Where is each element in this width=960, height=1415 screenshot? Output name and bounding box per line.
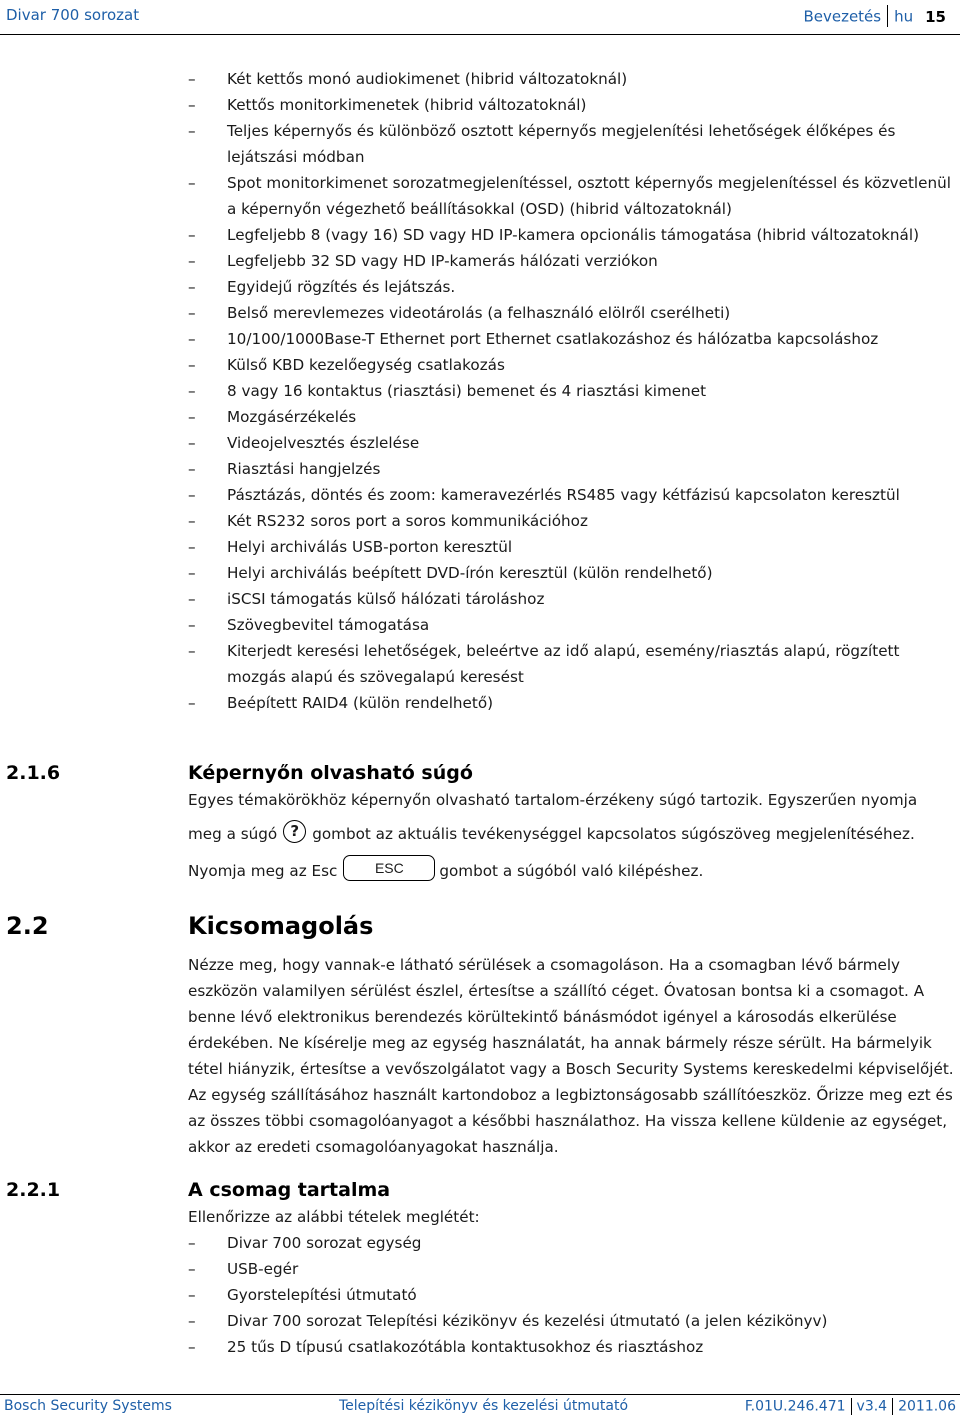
feature-item-text: Külső KBD kezelőegység csatlakozás (227, 356, 505, 374)
feature-item-text: Pásztázás, döntés és zoom: kameravezérlés RS485 vagy kétfázisú kapcsolaton keresztül (227, 486, 900, 504)
bullet-dash: – (188, 460, 196, 478)
section-number-2-1-6: 2.1.6 (6, 762, 61, 784)
package-item (188, 1334, 958, 1360)
feature-item (188, 92, 958, 118)
unpacking-body: Nézze meg, hogy vannak-e látható sérülések a csomagoláson. Ha a csomagban lévő bármely eszközön valamilyen sérülést észlel, értesítse a szállító céget. Óvatosan bontsa ki a csomagot. A benne lévő elektronikus berendezés körültekintő bánásmódot igényel a károsodás elkerülése érdekében. Ne kísérelje meg az egység használatát, ha annak bármely része sérült. Ha bármelyik tétel hiányzik, értesítse a vevőszolgálatot vagy a Bosch Security Systems kereskedelmi képviselőjét. Az egység szállításához használt kartondoboz a legbiztonságosabb szállítóeszköz. Őrizze meg ezt és az összes többi csomagolóanyagot a későbbi használathoz. Ha vissza kellene küldenie az egységet, akkor az eredeti csomagolóanyagokat használja. (188, 956, 954, 1156)
feature-item (188, 534, 958, 560)
feature-item (188, 560, 958, 586)
feature-item (188, 404, 958, 430)
feature-item (188, 326, 958, 352)
feature-item (188, 352, 958, 378)
feature-item-text: Két RS232 soros port a soros kommunikációhoz (227, 512, 588, 530)
feature-item-text: Kiterjedt keresési lehetőségek, beleértve az idő alapú, esemény/riasztás alapú, rögzített mozgás alapú és szövegalapú keresést (227, 642, 900, 686)
feature-item-text: Legfeljebb 8 (vagy 16) SD vagy HD IP-kamera opcionális támogatása (hibrid változatoknál) (227, 226, 920, 244)
bullet-dash: – (188, 1234, 196, 1252)
feature-item (188, 638, 958, 690)
help-line-2-after: gombot az aktuális tevékenységgel kapcsolatos súgószöveg megjelenítéséhez. (312, 825, 915, 843)
feature-item-text: Egyidejű rögzítés és lejátszás. (227, 278, 456, 296)
feature-item (188, 586, 958, 612)
section-title-package-contents: A csomag tartalma (188, 1179, 391, 1201)
bullet-dash: – (188, 1286, 196, 1304)
package-intro-text: Ellenőrizze az alábbi tételek meglétét: (188, 1208, 480, 1226)
footer-version: v3.4 (856, 1398, 888, 1415)
bullet-dash: – (188, 226, 196, 244)
package-contents-list (188, 1230, 958, 1360)
help-button-icon: ? (283, 820, 306, 843)
feature-item (188, 482, 958, 508)
section-title-unpacking: Kicsomagolás (188, 912, 374, 940)
bullet-dash: – (188, 694, 196, 712)
package-item (188, 1282, 958, 1308)
help-paragraph (188, 787, 958, 887)
page-footer (0, 1394, 960, 1415)
package-intro (188, 1204, 958, 1230)
feature-item (188, 612, 958, 638)
footer-date: 2011.06 (898, 1398, 956, 1415)
feature-list (188, 66, 958, 716)
bullet-dash: – (188, 70, 196, 88)
bullet-dash: – (188, 642, 196, 660)
feature-item-text: Belső merevlemezes videotárolás (a felhasználó elölről cserélheti) (227, 304, 731, 322)
feature-item-text: 8 vagy 16 kontaktus (riasztási) bemenet és 4 riasztási kimenet (227, 382, 707, 400)
package-item-text: USB-egér (227, 1260, 299, 1278)
feature-item (188, 248, 958, 274)
footer-separator (892, 1398, 893, 1415)
bullet-dash: – (188, 356, 196, 374)
bullet-dash: – (188, 304, 196, 322)
section-number-2-2-1: 2.2.1 (6, 1179, 61, 1201)
package-item (188, 1256, 958, 1282)
bullet-dash: – (188, 616, 196, 634)
feature-item-text: Videojelvesztés észlelése (227, 434, 420, 452)
package-item-text: Divar 700 sorozat Telepítési kézikönyv és kezelési útmutató (a jelen kézikönyv) (227, 1312, 828, 1330)
section-number-2-2: 2.2 (6, 912, 49, 940)
footer-doc-code: F.01U.246.471 (744, 1398, 846, 1415)
feature-item-text: Spot monitorkimenet sorozatmegjelenítéssel, osztott képernyős megjelenítéssel és közvetlenül a képernyőn végezhető beállításokkal (OSD) (hibrid változatoknál) (227, 174, 951, 218)
feature-item (188, 508, 958, 534)
bullet-dash: – (188, 122, 196, 140)
header-separator (887, 5, 888, 27)
bullet-dash: – (188, 512, 196, 530)
feature-item (188, 456, 958, 482)
feature-item (188, 222, 958, 248)
bullet-dash: – (188, 174, 196, 192)
page-number: 15 (925, 7, 946, 26)
feature-item-text: Kettős monitorkimenetek (hibrid változatoknál) (227, 96, 587, 114)
bullet-dash: – (188, 330, 196, 348)
bullet-dash: – (188, 590, 196, 608)
feature-item-text: iSCSI támogatás külső hálózati tároláshoz (227, 590, 545, 608)
feature-item (188, 378, 958, 404)
package-item-text: Gyorstelepítési útmutató (227, 1286, 417, 1304)
esc-key-icon: ESC (343, 855, 435, 881)
footer-company: Bosch Security Systems (4, 1398, 172, 1414)
bullet-dash: – (188, 252, 196, 270)
bullet-dash: – (188, 434, 196, 452)
help-line-2 (188, 819, 958, 849)
feature-item-text: Legfeljebb 32 SD vagy HD IP-kamerás hálózati verziókon (227, 252, 658, 270)
feature-item-text: Beépített RAID4 (külön rendelhető) (227, 694, 494, 712)
bullet-dash: – (188, 382, 196, 400)
feature-item (188, 690, 958, 716)
bullet-dash: – (188, 538, 196, 556)
bullet-dash: – (188, 564, 196, 582)
package-item (188, 1308, 958, 1334)
feature-item (188, 118, 958, 170)
feature-item (188, 300, 958, 326)
feature-item (188, 274, 958, 300)
footer-separator (851, 1398, 852, 1415)
package-item-text: Divar 700 sorozat egység (227, 1234, 422, 1252)
bullet-dash: – (188, 486, 196, 504)
feature-item-text: Teljes képernyős és különböző osztott képernyős megjelenítési lehetőségek élőképes és lejátszási módban (227, 122, 896, 166)
help-line-3-before: Nyomja meg az Esc (188, 862, 338, 880)
package-item-text: 25 tűs D típusú csatlakozótábla kontaktusokhoz és riasztáshoz (227, 1338, 704, 1356)
feature-item (188, 66, 958, 92)
bullet-dash: – (188, 1260, 196, 1278)
page-header (0, 0, 960, 35)
package-item (188, 1230, 958, 1256)
feature-item-text: Helyi archiválás USB-porton keresztül (227, 538, 513, 556)
help-line-3-after: gombot a súgóból való kilépéshez. (439, 862, 704, 880)
feature-item-text: Helyi archiválás beépített DVD-írón keresztül (külön rendelhető) (227, 564, 713, 582)
bullet-dash: – (188, 278, 196, 296)
bullet-dash: – (188, 408, 196, 426)
feature-item-text: Riasztási hangjelzés (227, 460, 381, 478)
feature-item (188, 170, 958, 222)
help-line-1: Egyes témakörökhöz képernyőn olvasható tartalom-érzékeny súgó tartozik. Egyszerűen nyomja (188, 791, 918, 809)
feature-item-text: Mozgásérzékelés (227, 408, 357, 426)
help-line-3 (188, 855, 958, 887)
header-doc-title: Divar 700 sorozat (6, 6, 140, 24)
help-line-2-before: meg a súgó (188, 825, 278, 843)
header-lang: hu (894, 7, 914, 26)
header-right (803, 6, 946, 28)
header-section: Bevezetés (803, 7, 882, 26)
feature-item-text: Két kettős monó audiokimenet (hibrid változatoknál) (227, 70, 628, 88)
bullet-dash: – (188, 1338, 196, 1356)
footer-doc-info (745, 1398, 956, 1415)
feature-item-text: Szövegbevitel támogatása (227, 616, 430, 634)
feature-item-text: 10/100/1000Base-T Ethernet port Ethernet csatlakozáshoz és hálózatba kapcsoláshoz (227, 330, 879, 348)
footer-doc-name: Telepítési kézikönyv és kezelési útmutató (339, 1398, 629, 1414)
bullet-dash: – (188, 96, 196, 114)
feature-item (188, 430, 958, 456)
unpacking-paragraph (188, 952, 958, 1160)
bullet-dash: – (188, 1312, 196, 1330)
section-title-help: Képernyőn olvasható súgó (188, 762, 473, 784)
